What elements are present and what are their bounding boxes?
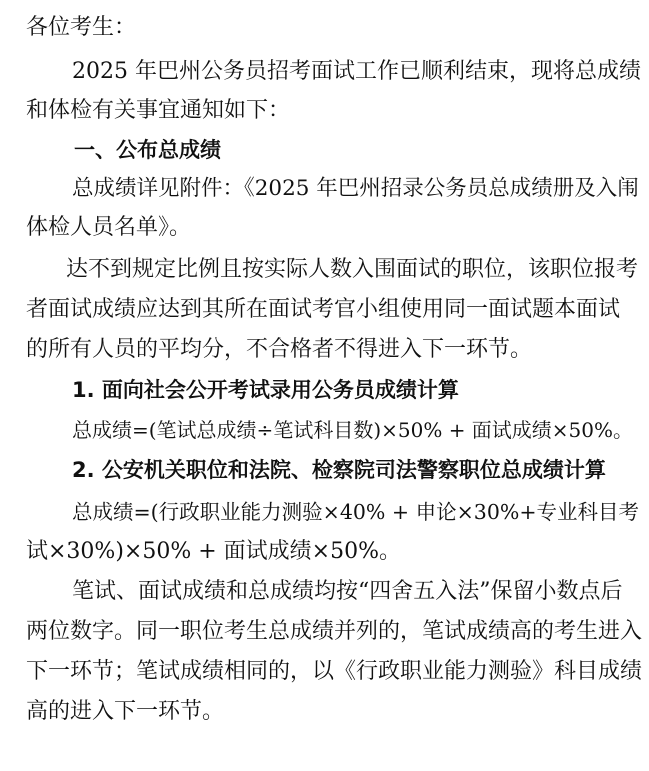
rule-line-3: 的所有人员的平均分，不合格者不得进入下一环节。 xyxy=(26,337,533,362)
rounding-line-3: 下一环节；笔试成绩相同的，以《行政职业能力测验》科目成绩 xyxy=(26,659,643,684)
salutation: 各位考生： xyxy=(26,15,137,40)
intro-line-1: 2025 年巴州公务员招考面试工作已顺利结束，现将总成绩 xyxy=(72,59,641,84)
rounding-line-4: 高的进入下一环节。 xyxy=(26,699,225,724)
attachment-line-1: 总成绩详见附件：《2025 年巴州招录公务员总成绩册及入闱 xyxy=(72,176,639,201)
rounding-line-1: 笔试、面试成绩和总成绩均按“四舍五入法”保留小数点后 xyxy=(72,579,623,604)
item2-formula-line-2: 试×30%)×50% + 面试成绩×50%。 xyxy=(26,539,401,564)
item2-heading: 2. 公安机关职位和法院、检察院司法警察职位总成绩计算 xyxy=(72,458,606,482)
item2-formula-line-1: 总成绩=(行政职业能力测验×40% + 申论×30%+专业科目考 xyxy=(72,500,640,524)
item1-formula: 总成绩=(笔试总成绩÷笔试科目数)×50% + 面试成绩×50%。 xyxy=(72,418,634,442)
rounding-line-2: 两位数字。同一职位考生总成绩并列的，笔试成绩高的考生进入 xyxy=(26,619,643,644)
intro-line-2: 和体检有关事宜通知如下： xyxy=(26,98,291,123)
section-heading: 一、公布总成绩 xyxy=(74,138,221,162)
rule-line-2: 者面试成绩应达到其所在面试考官小组使用同一面试题本面试 xyxy=(26,297,621,322)
attachment-line-2: 体检人员名单》。 xyxy=(26,215,192,240)
item1-heading: 1. 面向社会公开考试录用公务员成绩计算 xyxy=(72,378,459,402)
rule-line-1: 达不到规定比例且按实际人数入围面试的职位，该职位报考 xyxy=(66,257,639,282)
